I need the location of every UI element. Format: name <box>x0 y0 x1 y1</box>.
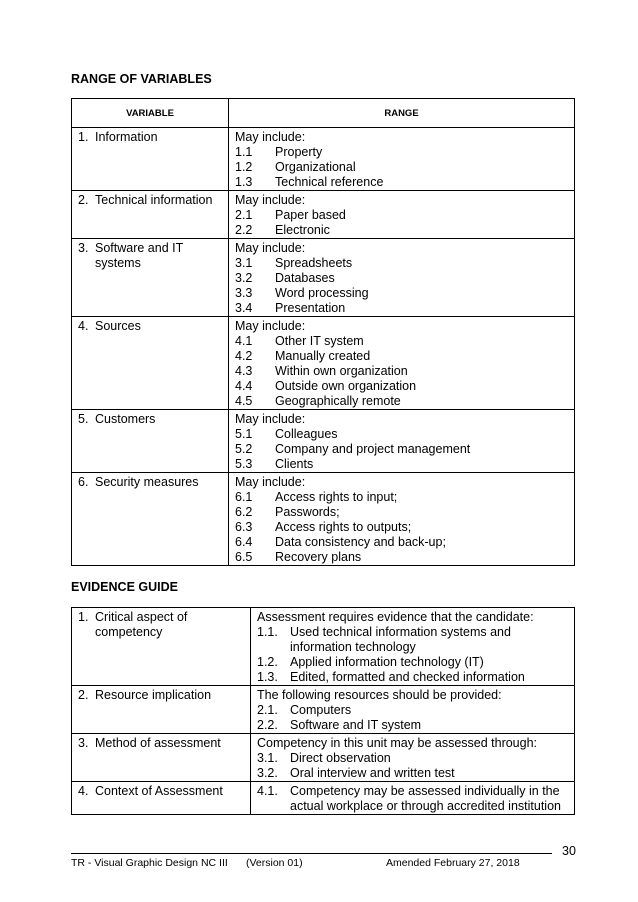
footer-doc-title: TR - Visual Graphic Design NC III <box>71 857 228 869</box>
evidence-item-text: Competency may be assessed individually in the <box>290 784 560 798</box>
evidence-item <box>257 751 568 766</box>
range-item-number: 1.3 <box>235 175 253 189</box>
range-item <box>235 301 568 316</box>
table-row <box>72 473 575 566</box>
range-item <box>235 364 568 379</box>
evidence-item <box>257 766 568 781</box>
evidence-item-number <box>257 799 290 814</box>
variable-number: 5. <box>78 412 89 426</box>
evidence-guide-heading: EVIDENCE GUIDE <box>71 580 178 594</box>
evidence-intro: Competency in this unit may be assessed through: <box>257 736 538 750</box>
footer-version: (Version 01) <box>246 857 303 869</box>
evidence-item-number <box>257 640 290 655</box>
range-item-text: Paper based <box>275 208 346 222</box>
evidence-label-line <box>78 736 244 751</box>
range-item-number: 6.1 <box>235 490 253 504</box>
table-row <box>72 608 575 686</box>
evidence-label: Resource implication <box>95 688 212 702</box>
range-item-text: Manually created <box>275 349 371 363</box>
range-item-text: Organizational <box>275 160 356 174</box>
range-item-number: 4.3 <box>235 364 253 378</box>
table-row <box>72 782 575 815</box>
range-item-text: Within own organization <box>275 364 408 378</box>
range-item-text: Passwords; <box>275 505 340 519</box>
range-item-number: 5.1 <box>235 427 253 441</box>
range-item-number: 6.3 <box>235 520 253 534</box>
evidence-item-number: 4.1. <box>257 784 278 798</box>
range-of-variables-table <box>71 98 575 566</box>
table-row <box>72 317 575 410</box>
range-item-number: 6.4 <box>235 535 253 549</box>
range-item <box>235 457 568 472</box>
evidence-label-cell <box>72 686 251 734</box>
variable-line <box>78 319 222 334</box>
range-item <box>235 175 568 190</box>
evidence-content-cell <box>251 686 575 734</box>
evidence-label-line <box>78 625 244 640</box>
range-item-text: Access rights to input; <box>275 490 398 504</box>
variable-label: Sources <box>95 319 141 333</box>
range-item-number: 2.2 <box>235 223 253 237</box>
footer-rule <box>71 853 552 854</box>
evidence-content-cell <box>251 608 575 686</box>
range-item-number: 3.2 <box>235 271 253 285</box>
table-row <box>72 410 575 473</box>
evidence-label-line <box>78 610 244 625</box>
range-item-text: Data consistency and back-up; <box>275 535 446 549</box>
range-item-number: 3.3 <box>235 286 253 300</box>
evidence-item-number: 1.3. <box>257 670 278 684</box>
range-item-number: 1.1 <box>235 145 253 159</box>
evidence-label: Method of assessment <box>95 736 221 750</box>
evidence-content-cell <box>251 782 575 815</box>
evidence-number: 1. <box>78 610 89 624</box>
range-item <box>235 208 568 223</box>
range-item-text: Spreadsheets <box>275 256 353 270</box>
range-item <box>235 160 568 175</box>
column-header-variable: VARIABLE <box>72 99 229 128</box>
column-header-range: RANGE <box>229 99 575 128</box>
range-item-number: 4.5 <box>235 394 253 408</box>
variable-number: 4. <box>78 319 89 333</box>
footer-amended: Amended February 27, 2018 <box>386 857 520 869</box>
range-item-number: 4.2 <box>235 349 253 363</box>
range-item-number: 1.2 <box>235 160 253 174</box>
range-item <box>235 490 568 505</box>
range-item <box>235 286 568 301</box>
range-item <box>235 505 568 520</box>
range-item-number: 2.1 <box>235 208 253 222</box>
range-item-text: Outside own organization <box>275 379 417 393</box>
evidence-item <box>257 784 568 799</box>
range-item <box>235 379 568 394</box>
evidence-item-text: Used technical information systems and <box>290 625 511 639</box>
range-item-text: Geographically remote <box>275 394 401 408</box>
evidence-number: 3. <box>78 736 89 750</box>
range-item <box>235 394 568 409</box>
variable-line <box>78 475 222 490</box>
range-item-text: Clients <box>275 457 314 471</box>
range-item-text: Databases <box>275 271 335 285</box>
evidence-item-number: 1.2. <box>257 655 278 669</box>
table-row <box>72 128 575 191</box>
evidence-item <box>257 703 568 718</box>
evidence-item-text: Computers <box>290 703 352 717</box>
range-item-number: 3.4 <box>235 301 253 315</box>
range-item-text: Property <box>275 145 323 159</box>
evidence-item-text: Software and IT system <box>290 718 422 732</box>
range-item-text: Electronic <box>275 223 330 237</box>
evidence-intro: The following resources should be provided: <box>257 688 502 702</box>
evidence-item-text: Direct observation <box>290 751 391 765</box>
variable-number: 3. <box>78 241 89 255</box>
variable-line <box>78 193 222 208</box>
variable-label: Customers <box>95 412 156 426</box>
variable-cell <box>72 239 229 317</box>
range-cell <box>229 410 575 473</box>
range-item-number: 6.2 <box>235 505 253 519</box>
range-item <box>235 271 568 286</box>
variable-cell <box>72 317 229 410</box>
evidence-item <box>257 799 568 814</box>
table-row <box>72 239 575 317</box>
variable-number-spacer <box>78 256 95 271</box>
range-of-variables-heading: RANGE OF VARIABLES <box>71 72 212 86</box>
evidence-label-line <box>78 688 244 703</box>
evidence-number: 2. <box>78 688 89 702</box>
variable-label: Security measures <box>95 475 199 489</box>
evidence-item <box>257 655 568 670</box>
variable-line <box>78 256 222 271</box>
range-item <box>235 520 568 535</box>
range-cell <box>229 191 575 239</box>
variable-label: Information <box>95 130 158 144</box>
evidence-number-spacer <box>78 625 95 640</box>
evidence-item-number: 2.2. <box>257 718 278 732</box>
table-row <box>72 191 575 239</box>
evidence-item <box>257 625 568 640</box>
range-intro: May include: <box>235 475 306 489</box>
range-intro: May include: <box>235 412 306 426</box>
evidence-item-text: Edited, formatted and checked information <box>290 670 525 684</box>
evidence-label: Critical aspect of <box>95 610 188 624</box>
evidence-item-text: information technology <box>290 640 416 654</box>
range-item <box>235 145 568 160</box>
range-item-number: 3.1 <box>235 256 253 270</box>
range-item-text: Presentation <box>275 301 346 315</box>
range-item-number: 5.2 <box>235 442 253 456</box>
evidence-intro: Assessment requires evidence that the candidate: <box>257 610 534 624</box>
evidence-number: 4. <box>78 784 89 798</box>
evidence-item-number: 1.1. <box>257 625 278 639</box>
range-item <box>235 442 568 457</box>
evidence-item-number: 3.1. <box>257 751 278 765</box>
evidence-item-number: 3.2. <box>257 766 278 780</box>
range-cell <box>229 317 575 410</box>
range-intro: May include: <box>235 130 306 144</box>
range-item-text: Other IT system <box>275 334 364 348</box>
evidence-label-cell <box>72 734 251 782</box>
range-item-text: Word processing <box>275 286 369 300</box>
range-item <box>235 535 568 550</box>
variable-cell <box>72 473 229 566</box>
evidence-label-cell <box>72 608 251 686</box>
variable-line <box>78 130 222 145</box>
variable-number: 1. <box>78 130 89 144</box>
range-item <box>235 349 568 364</box>
variable-cell <box>72 410 229 473</box>
range-item <box>235 427 568 442</box>
variable-cell <box>72 128 229 191</box>
range-item-number: 4.4 <box>235 379 253 393</box>
range-item-text: Technical reference <box>275 175 384 189</box>
evidence-item-text: Applied information technology (IT) <box>290 655 484 669</box>
range-intro: May include: <box>235 193 306 207</box>
variable-line <box>78 241 222 256</box>
range-item-number: 4.1 <box>235 334 253 348</box>
range-item <box>235 550 568 565</box>
range-intro: May include: <box>235 241 306 255</box>
variable-label: Software and IT <box>95 241 184 255</box>
variable-number: 6. <box>78 475 89 489</box>
variable-label: Technical information <box>95 193 213 207</box>
evidence-guide-table <box>71 607 575 815</box>
range-item-text: Colleagues <box>275 427 338 441</box>
evidence-label: competency <box>95 625 163 639</box>
range-item <box>235 334 568 349</box>
evidence-label: Context of Assessment <box>95 784 223 798</box>
variable-number: 2. <box>78 193 89 207</box>
range-item-text: Access rights to outputs; <box>275 520 412 534</box>
table-row <box>72 734 575 782</box>
range-intro: May include: <box>235 319 306 333</box>
range-cell <box>229 128 575 191</box>
evidence-item <box>257 670 568 685</box>
table-row <box>72 686 575 734</box>
range-item <box>235 256 568 271</box>
page-number: 30 <box>562 844 576 858</box>
evidence-label-line <box>78 784 244 799</box>
range-item-text: Recovery plans <box>275 550 362 564</box>
range-item-number: 5.3 <box>235 457 253 471</box>
variable-label: systems <box>95 256 141 270</box>
range-item-text: Company and project management <box>275 442 471 456</box>
range-item-number: 6.5 <box>235 550 253 564</box>
variable-line <box>78 412 222 427</box>
range-cell <box>229 239 575 317</box>
evidence-item <box>257 718 568 733</box>
evidence-label-cell <box>72 782 251 815</box>
evidence-item-number: 2.1. <box>257 703 278 717</box>
range-cell <box>229 473 575 566</box>
evidence-item-text: Oral interview and written test <box>290 766 455 780</box>
evidence-item-text: actual workplace or through accredited institution <box>290 799 561 813</box>
range-item <box>235 223 568 238</box>
evidence-item <box>257 640 568 655</box>
variable-cell <box>72 191 229 239</box>
evidence-content-cell <box>251 734 575 782</box>
